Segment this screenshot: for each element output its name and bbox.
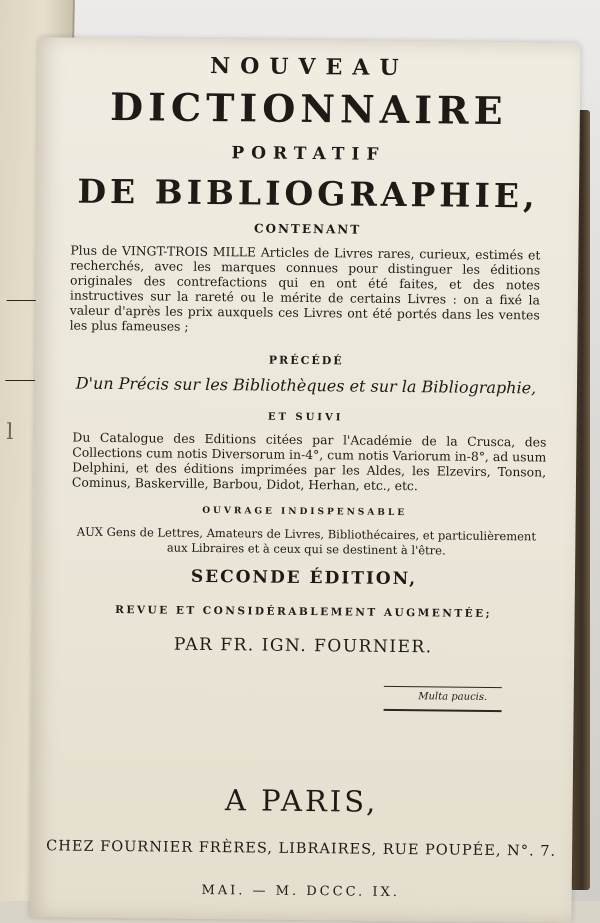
catalogue-paragraph: Du Catalogue des Editions citées par l'Académie de la Crusca, des Collections cum notis Diversorum in-4°, cum notis Variorum in-8°, ad usum Delphini, et des éditions imprimées par les Aldes, les Elzevirs, Tonson, Cominus, Baskerville, Barbou, Didot, Herhan, etc., etc. <box>71 429 547 494</box>
motto: Multa paucis. <box>418 691 488 703</box>
place-line: A PARIS, <box>224 783 379 819</box>
revue-line: REVUE ET CONSIDÉRABLEMENT AUGMENTÉE; <box>115 604 493 620</box>
title-line-bibliographie: DE BIBLIOGRAPHIE, <box>77 171 539 216</box>
ouvrage-heading: OUVRAGE INDISPENSABLE <box>202 505 408 519</box>
title-line-nouveau: NOUVEAU <box>209 52 409 82</box>
precis-line: D'un Précis sur les Bibliothèques et sur la Bibliographie, <box>75 373 537 398</box>
title-page <box>29 37 580 923</box>
motto-rule-bottom <box>384 709 502 712</box>
suivi-heading: ET SUIVI <box>267 411 344 424</box>
description-paragraph: Plus de VINGT-TROIS MILLE Articles de Livres rares, curieux, estimés et recherchés, avec les marques connues pour distinguer les éditions originales des contrefactions qui en ont été faites, et des notes instructives sur la rareté ou le mérite de certains Livres : on a fixé la valeur d'après les prix auxquels ces Livres ont été portés dans les ventes les plus fameuses ; <box>69 242 541 334</box>
title-line-portatif: PORTATIF <box>231 143 386 165</box>
title-line-dictionnaire: DICTIONNAIRE <box>109 83 508 134</box>
publisher-line: CHEZ FOURNIER FRÈRES, LIBRAIRES, RUE POUPÉE, N°. 7. <box>46 838 557 860</box>
author-line: PAR FR. IGN. FOURNIER. <box>173 634 433 658</box>
contenant-heading: CONTENANT <box>253 221 362 237</box>
facing-page-fragment: l <box>6 420 14 445</box>
precede-heading: PRÉCÉDÉ <box>268 353 344 368</box>
date-line: MAI. — M. DCCC. IX. <box>201 882 400 901</box>
audience-paragraph: AUX Gens de Lettres, Amateurs de Livres, Bibliothécaires, et particulièrement aux Libraires et à ceux qui se destinent à l'être. <box>76 524 537 558</box>
edition-line: SECONDE ÉDITION, <box>190 566 418 590</box>
motto-rule-top <box>384 686 502 688</box>
